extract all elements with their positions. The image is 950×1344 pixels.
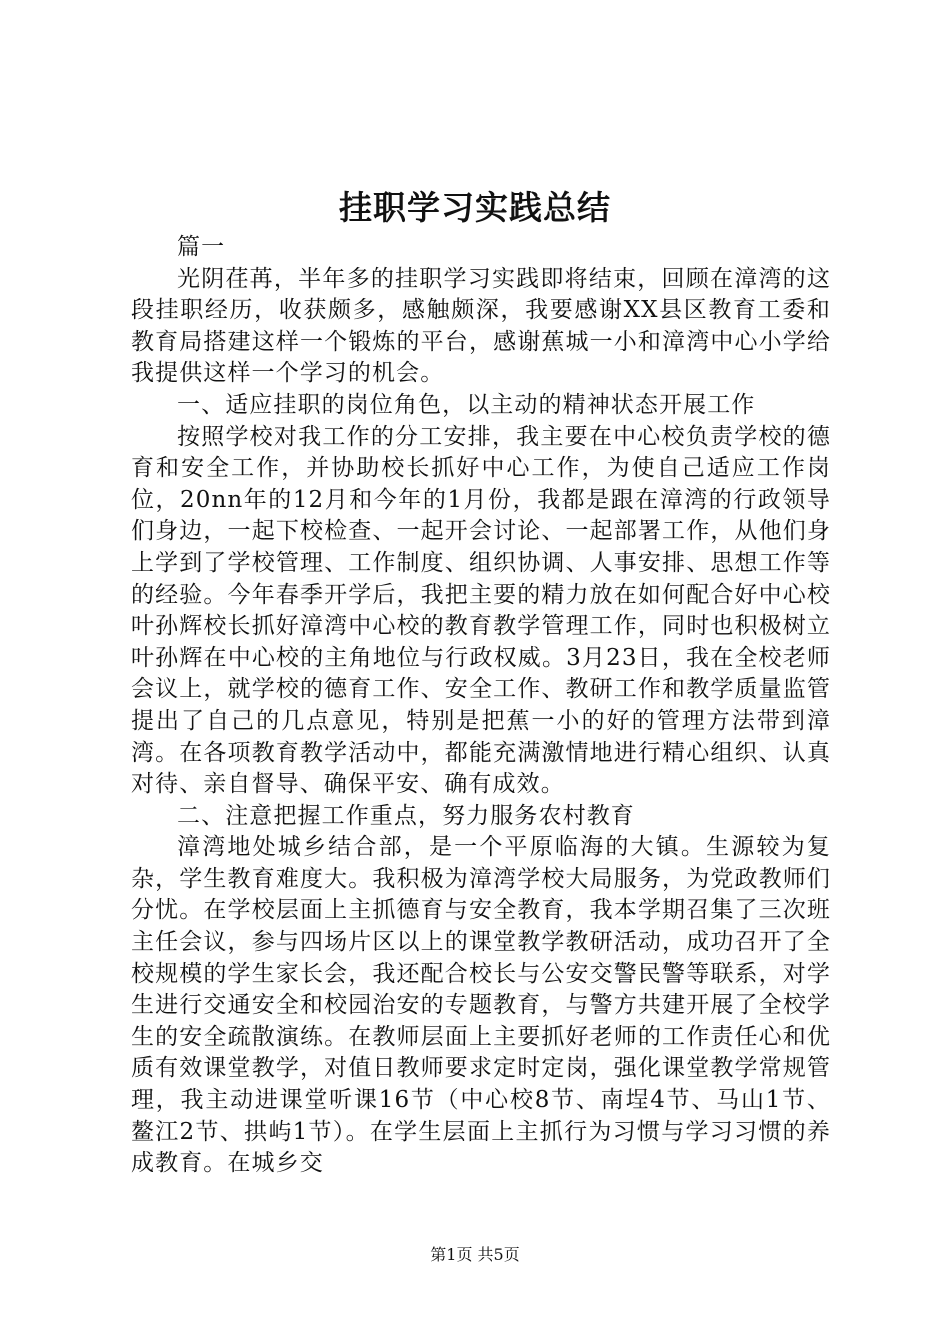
section-heading-1: 一、适应挂职的岗位角色，以主动的精神状态开展工作 (177, 391, 756, 418)
page-number-footer: 第1页 共5页 (430, 1245, 520, 1264)
document-body (131, 232, 831, 1180)
section-label: 篇一 (177, 234, 226, 260)
section-heading-2: 二、注意把握工作重点，努力服务农村教育 (177, 802, 635, 829)
document-title: 挂职学习实践总结 (339, 188, 611, 227)
body-paragraph-1: 按照学校对我工作的分工安排，我主要在中心校负责学校的德育和安全工作，并协助校长抓好中心工作，为使自己适应工作岗位，20nn年的12月和今年的1月份，我都是跟在漳湾的行政领导们身边，一起下校检查、一起开会讨论、一起部署工作，从他们身上学到了学校管理、工作制度、组织协调、人事安排、思想工作等的经验。今年春季开学后，我把主要的精力放在如何配合好中心校叶孙辉校长抓好漳湾中心校的教育教学管理工作，同时也积极树立叶孙辉在中心校的主角地位与行政权威。3月23日，我在全校老师会议上，就学校的德育工作、安全工作、教研工作和教学质量监管提出了自己的几点意见，特别是把蕉一小的好的管理方法带到漳湾。在各项教育教学活动中，都能充满激情地进行精心组织、认真对待、亲自督导、确保平安、确有成效。 (131, 423, 831, 798)
intro-paragraph: 光阴荏苒，半年多的挂职学习实践即将结束，回顾在漳湾的这段挂职经历，收获颇多，感触颇深，我要感谢XX县区教育工委和教育局搭建这样一个锻炼的平台，感谢蕉城一小和漳湾中心小学给我提供这样一个学习的机会。 (131, 265, 831, 387)
body-paragraph-2: 漳湾地处城乡结合部，是一个平原临海的大镇。生源较为复杂，学生教育难度大。我积极为漳湾学校大局服务，为党政教师们分忧。在学校层面上主抓德育与安全教育，我本学期召集了三次班主任会议，参与四场片区以上的课堂教学教研活动，成功召开了全校规模的学生家长会，我还配合校长与公安交警民警等联系，对学生进行交通安全和校园治安的专题教育，与警方共建开展了全校学生的安全疏散演练。在教师层面上主要抓好老师的工作责任心和优质有效课堂教学，对值日教师要求定时定岗，强化课堂教学常规管理，我主动进课堂听课16节（中心校8节、南埕4节、马山1节、鳌江2节、拱屿1节）。在学生层面上主抓行为习惯与学习习惯的养成教育。在城乡交 (131, 834, 831, 1177)
